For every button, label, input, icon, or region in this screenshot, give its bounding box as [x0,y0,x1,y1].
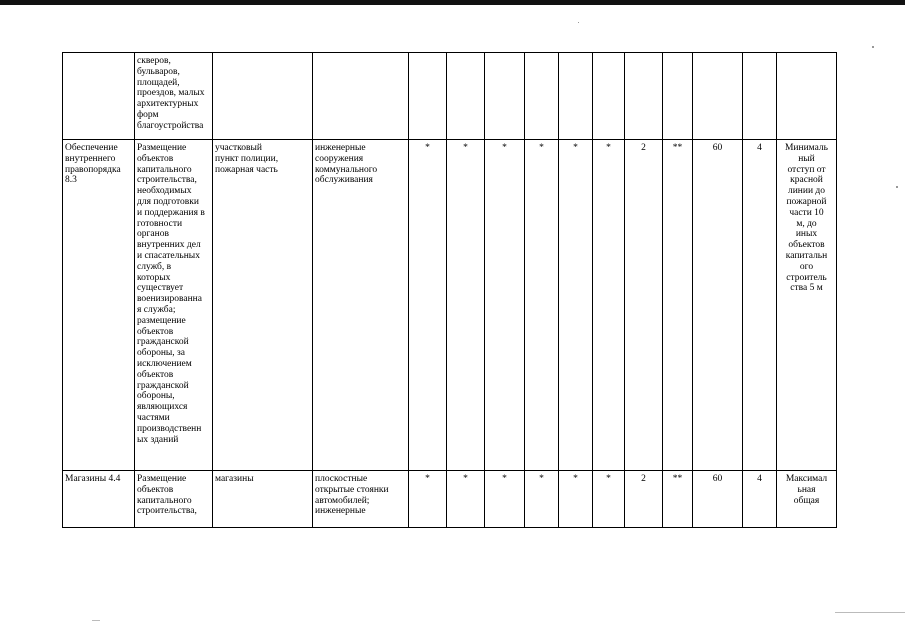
document-page [62,52,837,528]
parameter-cell [447,53,485,140]
parameter-cell-text: * [463,474,468,484]
parameter-cell-text: * [463,143,468,153]
parameter-cell [663,53,693,140]
use-type-name-cell [63,471,135,528]
parameter-cell-text: * [425,474,430,484]
parameter-cell-text: * [425,143,430,153]
parameter-cell [625,53,663,140]
parameter-cell [743,471,777,528]
parameter-cell [525,471,559,528]
restriction-note-cell [777,140,837,471]
parameter-cell [447,471,485,528]
parameter-cell [693,471,743,528]
parameter-cell [559,53,593,140]
main-use-cell [213,53,313,140]
use-description-cell [135,53,213,140]
parameter-cell [409,140,447,471]
use-description-cell [135,471,213,528]
auxiliary-use-cell-text: инженерные сооружения коммунального обслуживания [315,143,378,186]
parameter-cell [743,140,777,471]
parameter-cell-text: 60 [712,474,723,484]
use-description-cell-text: Размещение объектов капитального строительства, необходимых для подготовки и поддержания в готовности органов внутренних дел и спасательных служб, в которых существует военизированна я служба; размещение объектов гражданской обороны, за исключением объектов гражданской обороны, являющихся частями производственн ых зданий [137,143,205,445]
parameter-cell-text: 60 [712,143,723,153]
parameter-cell [409,53,447,140]
parameter-cell [559,140,593,471]
parameter-cell [625,471,663,528]
land-use-regulations-table [62,52,837,528]
scan-speck [896,186,898,188]
main-use-cell [213,471,313,528]
parameter-cell [525,53,559,140]
parameter-cell [693,140,743,471]
parameter-cell-text: ** [672,143,683,153]
use-description-cell-text: скверов, бульваров, площадей, проездов, малых архитектурных форм благоустройства [137,56,205,131]
restriction-note-cell [777,471,837,528]
parameter-cell-text: * [573,143,578,153]
auxiliary-use-cell [313,471,409,528]
use-type-name-cell [63,140,135,471]
main-use-cell [213,140,313,471]
parameter-cell-text: * [502,474,507,484]
parameter-cell-text: * [539,143,544,153]
scan-edge-line [92,620,100,621]
parameter-cell [663,471,693,528]
auxiliary-use-cell [313,53,409,140]
use-description-cell [135,140,213,471]
use-type-name-cell [63,53,135,140]
scan-edge-line [835,612,905,613]
parameter-cell-text: * [539,474,544,484]
restriction-note-cell-text: Максимал ьная общая [785,474,828,506]
parameter-cell [559,471,593,528]
parameter-cell [593,471,625,528]
parameter-cell [485,140,525,471]
use-type-name-cell-text: Магазины 4.4 [65,474,121,484]
use-type-name-cell-text: Обеспечение внутреннего правопорядка 8.3 [65,143,121,186]
parameter-cell [409,471,447,528]
restriction-note-cell [777,53,837,140]
parameter-cell [525,140,559,471]
parameter-cell [663,140,693,471]
main-use-cell-text: участковый пункт полиции, пожарная часть [215,143,279,175]
auxiliary-use-cell-text: плоскостные открытые стоянки автомобилей; инженерные [315,474,389,517]
parameter-cell-text: * [606,474,611,484]
auxiliary-use-cell [313,140,409,471]
parameter-cell-text: 2 [641,474,646,484]
scan-speck [872,46,874,48]
parameter-cell-text: ** [672,474,683,484]
parameter-cell [593,140,625,471]
parameter-cell [693,53,743,140]
parameter-cell [743,53,777,140]
parameter-cell-text: 4 [757,143,762,153]
parameter-cell-text: 2 [641,143,646,153]
parameter-cell-text: 4 [757,474,762,484]
parameter-cell-text: * [606,143,611,153]
parameter-cell [485,471,525,528]
scan-speck [578,22,579,23]
row-public-spaces-continuation [63,53,837,140]
use-description-cell-text: Размещение объектов капитального строительства, [137,474,197,517]
parameter-cell [447,140,485,471]
parameter-cell-text: * [573,474,578,484]
parameter-cell-text: * [502,143,507,153]
main-use-cell-text: магазины [215,474,254,484]
scan-top-edge [0,0,905,5]
parameter-cell [485,53,525,140]
row-shops-4-4 [63,471,837,528]
row-law-enforcement-8-3 [63,140,837,471]
restriction-note-cell-text: Минималь ный отступ от красной линии до пожарной части 10 м, до иных объектов капитальн ого строитель ства 5 м [784,143,829,294]
parameter-cell [625,140,663,471]
parameter-cell [593,53,625,140]
